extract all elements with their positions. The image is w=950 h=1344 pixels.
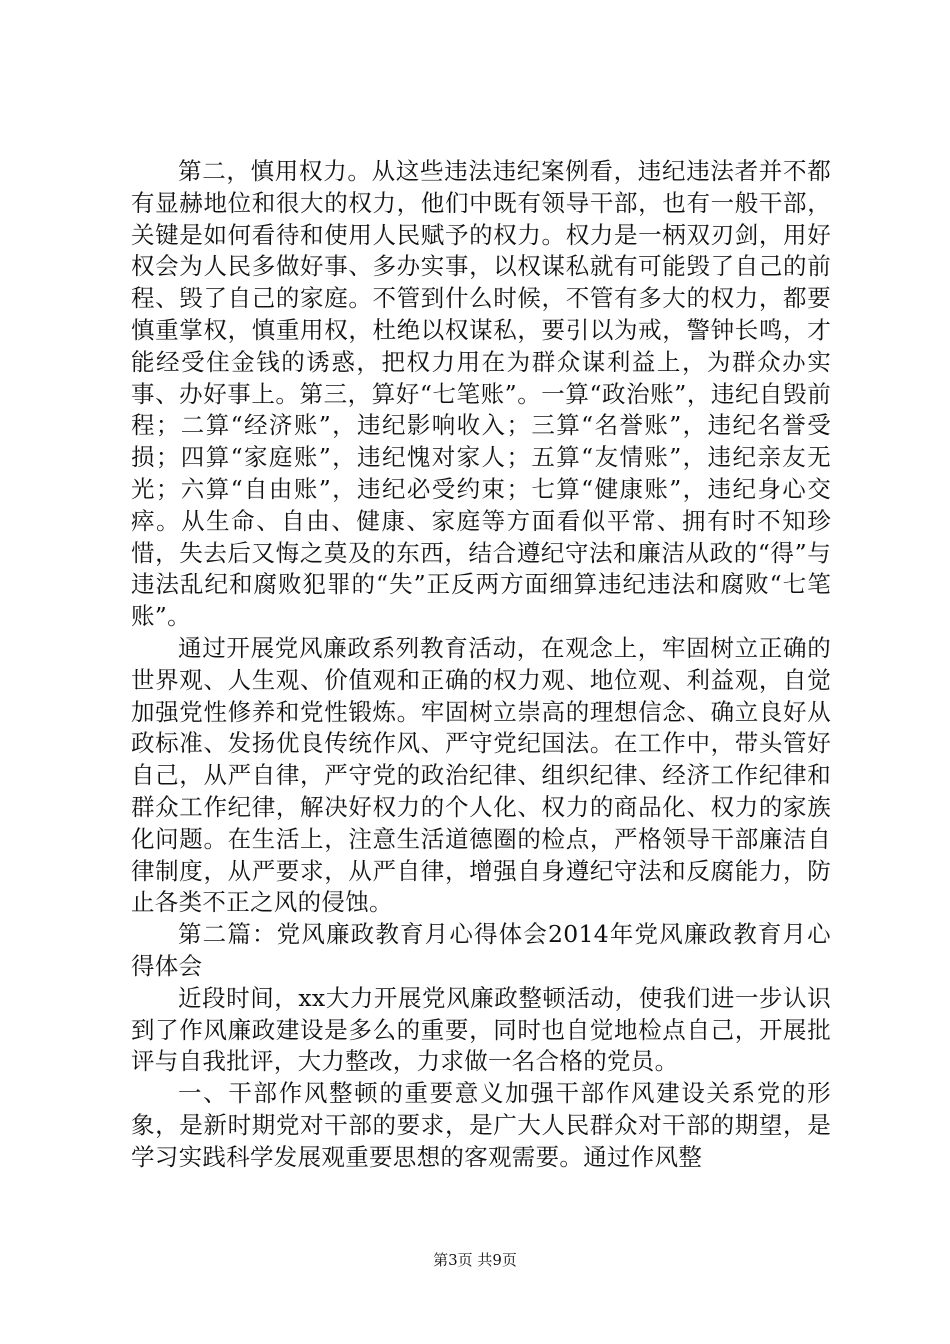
paragraph-3: 近段时间，xx大力开展党风廉政整顿活动，使我们进一步认识到了作风廉政建设是多么的重要，同时也自觉地检点自己，开展批评与自我批评，大力整改，力求做一名合格的党员。: [131, 983, 831, 1076]
page-footer: 第3页 共9页: [433, 1251, 517, 1269]
paragraph-4: 一、干部作风整顿的重要意义加强干部作风建设关系党的形象，是新时期党对干部的要求，是广大人民群众对干部的期望，是学习实践科学发展观重要思想的客观需要。通过作风整: [131, 1079, 831, 1171]
section-heading: 第二篇：党风廉政教育月心得体会2014年党风廉政教育月心得体会: [131, 920, 831, 980]
paragraph-2: 通过开展党风廉政系列教育活动，在观念上，牢固树立正确的世界观、人生观、价值观和正确的权力观、地位观、利益观，自觉加强党性修养和党性锻炼。牢固树立崇高的理想信念、确立良好从政标准、发扬优良传统作风、严守党纪国法。在工作中，带头管好自己，从严自律，严守党的政治纪律、组织纪律、经济工作纪律和群众工作纪律，解决好权力的个人化、权力的商品化、权力的家族化问题。在生活上，注意生活道德圈的检点，严格领导干部廉洁自律制度，从严要求，从严自律，增强自身遵纪守法和反腐能力，防止各类不正之风的侵蚀。: [131, 633, 831, 917]
paragraph-1: 第二，慎用权力。从这些违法违纪案例看，违纪违法者并不都有显赫地位和很大的权力，他们中既有领导干部，也有一般干部，关键是如何看待和使用人民赋予的权力。权力是一柄双刃剑，用好权会为人民多做好事、多办实事，以权谋私就有可能毁了自己的前程、毁了自己的家庭。不管到什么时候，不管有多大的权力，都要慎重掌权，慎重用权，杜绝以权谋私，要引以为戒，警钟长鸣，才能经受住金钱的诱惑，把权力用在为群众谋利益上，为群众办实事、办好事上。第三，算好“七笔账”。一算“政治账”，违纪自毁前程；二算“经济账”，违纪影响收入；三算“名誉账”，违纪名誉受损；四算“家庭账”，违纪愧对家人；五算“友情账”，违纪亲友无光；六算“自由账”，违纪必受约束；七算“健康账”，违纪身心交瘁。从生命、自由、健康、家庭等方面看似平常、拥有时不知珍惜，失去后又悔之莫及的东西，结合遵纪守法和廉洁从政的“得”与违法乱纪和腐败犯罪的“失”正反两方面细算违纪违法和腐败“七笔账”。: [131, 157, 831, 631]
document-body: [131, 156, 831, 1174]
